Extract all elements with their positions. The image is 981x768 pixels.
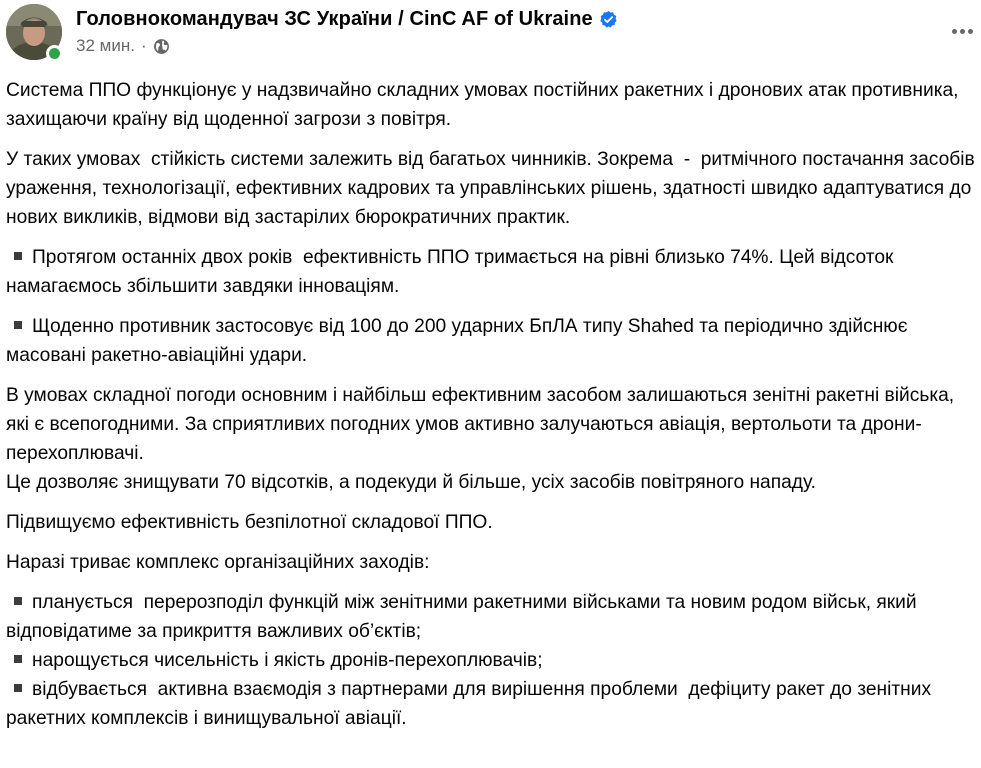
post-paragraph: В умовах складної погоди основним і найбільш ефективним засобом залишаються зенітні ракетні війська, які є всепогодними. За сприятливих погодних умов активно залучаються авіація, вертольоти та дрони-перехоплювачі. — [6, 385, 960, 464]
post-paragraph-text: Протягом останніх двох років ефективність ППО тримається на рівні близько 74%. Цей відсоток намагаємось збільшити завдяки інноваціям. — [6, 247, 899, 297]
post-timestamp[interactable]: 32 мин. — [76, 36, 135, 55]
post-paragraph: Система ППО функціонує у надзвичайно складних умовах постійних ракетних і дронових атак противника, захищаючи країну від щоденної загрози з повітря. — [6, 80, 964, 130]
author-line — [76, 6, 618, 32]
post-text — [6, 76, 981, 733]
post-paragraph — [6, 243, 976, 301]
list-item-text: нарощується чисельність і якість дронів-перехоплювачів; — [32, 650, 543, 671]
more-options-icon — [952, 29, 973, 34]
meta-separator: · — [140, 36, 147, 55]
post-paragraph: Підвищуємо ефективність безпілотної складової ППО. — [6, 512, 493, 533]
list-item — [6, 646, 976, 675]
list-item — [6, 588, 976, 646]
online-status-dot — [46, 45, 63, 62]
square-bullet-icon — [14, 655, 22, 663]
globe-icon[interactable] — [153, 38, 170, 55]
post-paragraph: Це дозволяє знищувати 70 відсотків, а подекуди й більше, усіх засобів повітряного нападу. — [6, 472, 816, 493]
list-item-text: планується перерозподіл функцій між зенітними ракетними військами та новим родом військ, який відповідатиме за прикриття важливих об’єктів; — [6, 592, 922, 642]
post-paragraph: У таких умовах стійкість системи залежить від багатьох чинників. Зокрема - ритмічного постачання засобів ураження, технологізації, ефективних кадрових та управлінських рішень, здатності швидко адаптуватися до нових викликів, відмови від застарілих бюрократичних практик. — [6, 149, 981, 228]
square-bullet-icon — [14, 321, 22, 329]
post-paragraph: Наразі триває комплекс організаційних заходів: — [6, 552, 430, 573]
verified-badge-icon — [599, 10, 618, 29]
post-paragraph — [6, 312, 976, 370]
post-meta — [76, 35, 170, 57]
square-bullet-icon — [14, 252, 22, 260]
square-bullet-icon — [14, 684, 22, 692]
author-name[interactable]: Головнокомандувач ЗС України / CinC AF of Ukraine — [76, 7, 593, 30]
list-item — [6, 675, 976, 733]
more-options-button[interactable] — [942, 16, 981, 46]
square-bullet-icon — [14, 597, 22, 605]
list-item-text: відбувається активна взаємодія з партнерами для вирішення проблеми дефіциту ракет до зенітних ракетних комплексів і винищувальної авіації. — [6, 679, 937, 729]
post-header — [0, 0, 981, 66]
post-paragraph-text: Щоденно противник застосовує від 100 до 200 ударних БпЛА типу Shahed та періодично здійснює масовані ракетно-авіаційні удари. — [6, 316, 913, 366]
